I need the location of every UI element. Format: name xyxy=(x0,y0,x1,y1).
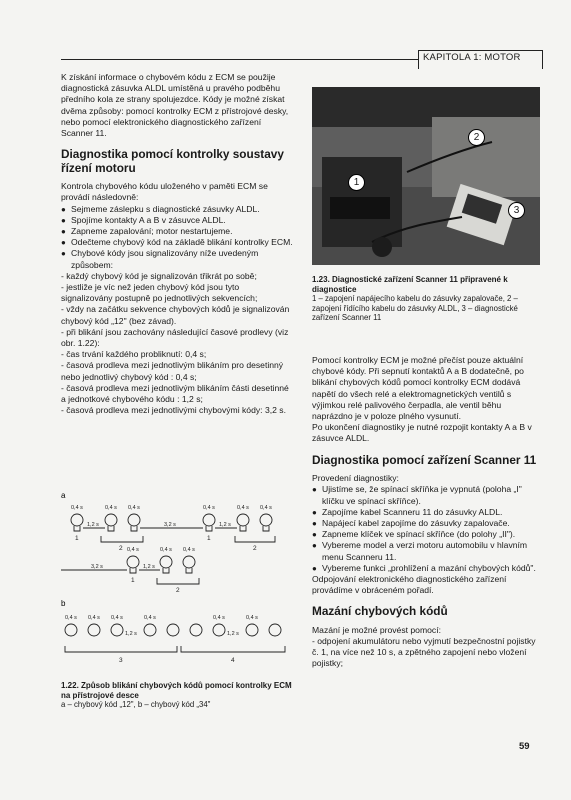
caption-text: 1 – zapojení napájecího kabelu do zásuvky zapalovače, 2 – zapojení řídícího kabelu do zásuvky ALDL, 3 – diagnostické zařízení Scanner 11 xyxy=(312,294,518,323)
svg-text:3,2 s: 3,2 s xyxy=(164,522,176,528)
list-item: ● Vybereme model a verzi motoru automobilu v hlavním menu Scanneru 11. xyxy=(312,540,540,562)
svg-text:0,4 s: 0,4 s xyxy=(65,615,77,621)
group-numbers xyxy=(75,535,257,664)
svg-text:2: 2 xyxy=(176,587,180,594)
paragraph: Pomocí kontrolky ECM je možné přečíst pouze aktuální chybové kódy. Při sepnutí kontaktů A a B dodatečně, po blikání chybových kódů pomocí kontrolky ECM dodává napětí do všech relé a elektromagnetických ventilů s výjimkou relé palivového čerpadla, ale ventil běhu naprázdno je v poloze plného vysunutí. xyxy=(312,355,524,422)
page-number: 59 xyxy=(519,741,530,752)
list-item: - časová prodleva mezi jednotlivým blikáním části desetinné a jednotkové chybového kódu : 1,2 s; xyxy=(61,382,289,405)
svg-text:0,4 s: 0,4 s xyxy=(105,505,117,511)
figure-caption-1-23 xyxy=(312,275,540,323)
list-item: - vždy na začátku sekvence chybových kódů je signalizován chybový kód „12" (bez závad). xyxy=(61,304,290,326)
callout-2: 2 xyxy=(468,129,485,146)
section-heading: Diagnostika pomocí kontrolky soustavy řízení motoru xyxy=(61,147,284,175)
svg-text:0,4 s: 0,4 s xyxy=(203,505,215,511)
svg-text:0,4 s: 0,4 s xyxy=(88,615,100,621)
paragraph: Provedení diagnostiky: xyxy=(312,473,399,484)
lamp-row-b xyxy=(65,624,285,652)
blink-code-diagram xyxy=(61,490,293,678)
svg-text:0,4 s: 0,4 s xyxy=(160,547,172,553)
svg-text:0,4 s: 0,4 s xyxy=(128,505,140,511)
svg-text:4: 4 xyxy=(231,657,235,664)
chapter-title: KAPITOLA 1: MOTOR xyxy=(423,52,521,63)
list-item: - čas trvání každého probliknutí: 0,4 s; xyxy=(61,349,207,360)
paragraph: Mazání je možné provést pomocí: xyxy=(312,624,441,635)
section-heading: Mazání chybových kódů xyxy=(312,604,448,619)
svg-text:3,2 s: 3,2 s xyxy=(91,564,103,570)
list-item: ● Chybové kódy jsou signalizovány níže uvedeným způsobem: xyxy=(61,248,293,270)
svg-text:1,2 s: 1,2 s xyxy=(227,631,239,637)
list-item: ● Odečteme chybový kód na základě blikání kontrolky ECM. xyxy=(61,237,293,248)
list-item: ● Zapojíme kabel Scanneru 11 do zásuvky ALDL. xyxy=(312,507,540,518)
list-item: ● Sejmeme záslepku s diagnostické zásuvky ALDL. xyxy=(61,204,293,215)
list-item: - časová prodleva mezi jednotlivými chybovými kódy: 3,2 s. xyxy=(61,405,286,416)
paragraph: Po ukončení diagnostiky je nutné rozpojit kontakty A a B v zásuvce ALDL. xyxy=(312,422,532,444)
list-item: ● Vybereme funkci „prohlížení a mazání chybových kódů". xyxy=(312,563,540,574)
fig-label-a: a xyxy=(61,491,66,500)
paragraph: - odpojení akumulátoru nebo vyjmutí bezpečnostní pojistky č. 1, na více než 10 s, a zpětného zapojení nebo vložení pojistky; xyxy=(312,636,536,669)
fig-label-b: b xyxy=(61,599,66,608)
svg-text:1,2 s: 1,2 s xyxy=(125,631,137,637)
svg-text:0,4 s: 0,4 s xyxy=(127,547,139,553)
svg-text:1: 1 xyxy=(131,577,135,584)
section-heading: Diagnostika pomocí zařízení Scanner 11 xyxy=(312,452,537,467)
figure-caption-1-22 xyxy=(61,681,293,710)
svg-text:0,4 s: 0,4 s xyxy=(183,547,195,553)
left-column xyxy=(61,72,293,416)
svg-text:0,4 s: 0,4 s xyxy=(111,615,123,621)
list-item: - časová prodleva mezi jednotlivým blikáním pro desetinný nebo jednotlivý chybový kód : 0,4 s; xyxy=(61,360,284,382)
svg-text:1: 1 xyxy=(75,535,79,542)
svg-text:2: 2 xyxy=(253,545,257,552)
list-item: - při blikání jsou zachovány následující časové prodlevy (viz obr. 1.22): xyxy=(61,326,289,349)
svg-text:2: 2 xyxy=(119,545,123,552)
list-item: ● Zapneme zapalování; motor nestartujeme. xyxy=(61,226,293,237)
list-item: ● Zapneme klíček ve spínací skříňce (do polohy „II"). xyxy=(312,529,540,540)
caption-text: a – chybový kód „12", b – chybový kód „34" xyxy=(61,700,211,710)
intro-paragraph: K získání informace o chybovém kódu z ECM se použije diagnostická zásuvka ALDL umístěná u pravého podběhu předního kola ze strany spolujezdce. Kódy je možné získat dvěma způsoby: pomocí kontrolky ECM z přístrojové desky, nebo pomocí elektronického diagnostického zařízení Scanner 11. xyxy=(61,72,289,139)
list-item: ● Ujistíme se, že spínací skříňka je vypnutá (poloha „I" klíčku ve spínací skříňce). xyxy=(312,484,540,506)
paragraph: Kontrola chybového kódu uloženého v paměti ECM se provádí následovně: xyxy=(61,181,268,203)
svg-text:0,4 s: 0,4 s xyxy=(246,615,258,621)
callout-3: 3 xyxy=(508,202,525,219)
svg-text:0,4 s: 0,4 s xyxy=(260,505,272,511)
right-column xyxy=(312,355,540,670)
caption-title: 1.22. Způsob blikání chybových kódů pomocí kontrolky ECM na přístrojové desce xyxy=(61,681,292,700)
photo-illustration xyxy=(312,87,540,265)
scanner-photo xyxy=(312,87,540,265)
paragraph: Odpojování elektronického diagnostického zařízení provádíme v obráceném pořadí. xyxy=(312,573,507,596)
caption-title: 1.23. Diagnostické zařízení Scanner 11 připravené k diagnostice xyxy=(312,275,508,294)
svg-text:0,4 s: 0,4 s xyxy=(213,615,225,621)
list-item: ● Spojíme kontakty A a B v zásuvce ALDL. xyxy=(61,215,293,226)
svg-text:3: 3 xyxy=(119,657,123,664)
svg-text:1,2 s: 1,2 s xyxy=(143,564,155,570)
svg-text:0,4 s: 0,4 s xyxy=(144,615,156,621)
svg-text:0,4 s: 0,4 s xyxy=(237,505,249,511)
svg-text:0,4 s: 0,4 s xyxy=(71,505,83,511)
list-item: - jestliže je víc než jeden chybový kód jsou tyto signalizovány postupně po jednotlivých sekvencích; xyxy=(61,282,258,304)
svg-text:1: 1 xyxy=(207,535,211,542)
lamp-row-a2 xyxy=(61,556,199,584)
svg-text:1,2 s: 1,2 s xyxy=(87,522,99,528)
callout-1: 1 xyxy=(348,174,365,191)
svg-text:1,2 s: 1,2 s xyxy=(219,522,231,528)
list-item: ● Napájecí kabel zapojíme do zásuvky zapalovače. xyxy=(312,518,540,529)
lamp-row-a1 xyxy=(71,514,275,542)
list-item: - každý chybový kód je signalizován třikrát po sobě; xyxy=(61,270,257,281)
